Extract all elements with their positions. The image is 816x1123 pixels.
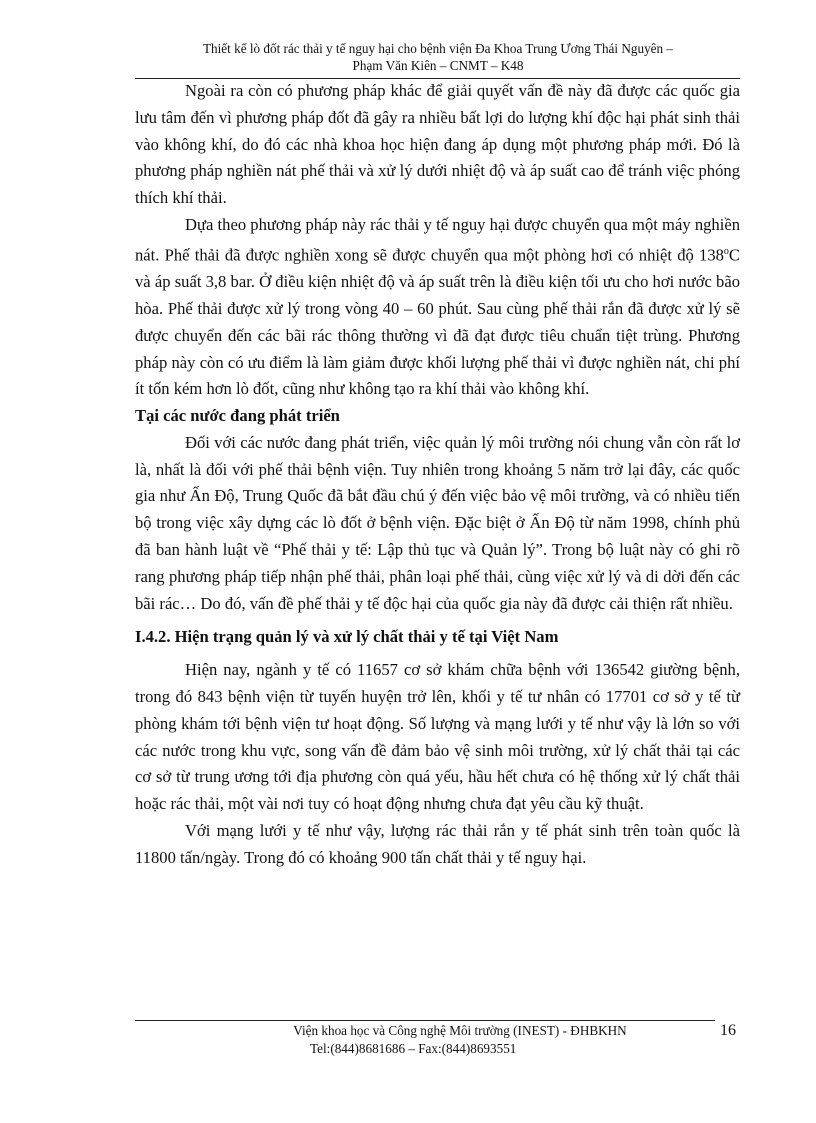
page-number: 16	[720, 1022, 736, 1039]
page-body	[135, 78, 740, 872]
degree-superscript: o	[723, 245, 729, 257]
paragraph-steam-treatment-part2: C và áp suất 3,8 bar. Ở điều kiện nhiệt độ và áp suất trên là điều kiện tối ưu cho hơi nước bão hòa. Phế thải được xử lý trong vòng 40 – 60 phút. Sau cùng phế thải rắn đã được xử lý sẽ được chuyển đến các bãi rác thông thường vì đã đạt được tiêu chuẩn tiệt trùng. Phương pháp này còn có ưu điểm là làm giảm được khối lượng phế thải vì được nghiền nát, chi phí ít tốn kém hơn lò đốt, cũng như không tạo ra khí thải vào không khí.	[135, 245, 740, 399]
paragraph-grinding-method: Ngoài ra còn có phương pháp khác để giải quyết vấn đề này đã được các quốc gia lưu tâm đến vì phương pháp đốt đã gây ra nhiều bất lợi do lượng khí độc hại phát sinh thải vào không khí, do đó các nhà khoa học hiện đang áp dụng một phương pháp mới. Đó là phương pháp nghiền nát phế thải và xử lý dưới nhiệt độ và áp suất cao để tránh việc phóng thích khí thải.	[135, 81, 740, 208]
paragraph-developing-countries: Đối với các nước đang phát triển, việc quản lý môi trường nói chung vẫn còn rất lơ là, nhất là đối với phế thải bệnh viện. Tuy nhiên trong khoảng 5 năm trở lại đây, các quốc gia như Ấn Độ, Trung Quốc đã bắt đầu chú ý đến việc bảo vệ môi trường, và có nhiều tiến bộ trong việc xây dựng các lò đốt ở bệnh viện. Đặc biệt ở Ấn Độ từ năm 1998, chính phủ đã ban hành luật về “Phế thải y tế: Lập thủ tục và Quản lý”. Trong bộ luật này có ghi rõ rang phương pháp tiếp nhận phế thải, phân loại phế thải, cùng việc xử lý và di dời đến các bãi rác… Do đó, vấn đề phế thải y tế độc hại của quốc gia này đã được cải thiện rất nhiều.	[135, 432, 740, 613]
paragraph-vietnam-status: Hiện nay, ngành y tế có 11657 cơ sở khám chữa bệnh với 136542 giường bệnh, trong đó 843 bệnh viện từ tuyến huyện trở lên, khối y tế tư nhân có 17701 cơ sở y tế từ phòng khám tới bệnh viện tư hoạt động. Số lượng và mạng lưới y tế như vậy là lớn so với các nước trong khu vực, song vấn đề đảm bảo vệ sinh môi trường, xử lý chất thải tại các cơ sở từ trung ương tới địa phương còn quá yếu, hầu hết chưa có hệ thống xử lý chất thải hoặc rác thải, một vài nơi tuy có hoạt động nhưng chưa đạt yêu cầu kỹ thuật.	[135, 660, 740, 814]
footer-divider	[135, 1020, 715, 1021]
page-footer	[180, 1022, 700, 1058]
footer-institute: Viện khoa học và Công nghệ Môi trường (INEST) - ĐHBKHN	[293, 1023, 627, 1038]
section-heading: I.4.2. Hiện trạng quản lý và xử lý chất thải y tế tại Việt Nam	[135, 627, 559, 647]
paragraph-steam-treatment	[135, 212, 740, 403]
paragraph-steam-treatment-part1: Dựa theo phương pháp này rác thải y tế nguy hại được chuyển qua một máy nghiền nát. Phế thải đã được nghiền xong sẽ được chuyển qua một phòng hơi có nhiệt độ 138	[135, 214, 740, 265]
header-author-line: Phạm Văn Kiên – CNMT – K48	[352, 58, 524, 73]
paragraph-waste-volume: Với mạng lưới y tế như vậy, lượng rác thải rắn y tế phát sinh trên toàn quốc là 11800 tấn/ngày. Trong đó có khoảng 900 tấn chất thải y tế nguy hại.	[135, 821, 740, 867]
page-header	[135, 40, 741, 74]
subheading-developing-countries: Tại các nước đang phát triển	[135, 406, 340, 426]
header-title-line: Thiết kế lò đốt rác thải y tế nguy hại cho bệnh viện Đa Khoa Trung Ương Thái Nguyên –	[202, 41, 673, 56]
footer-contact: Tel:(844)8681686 – Fax:(844)8693551	[310, 1041, 517, 1056]
